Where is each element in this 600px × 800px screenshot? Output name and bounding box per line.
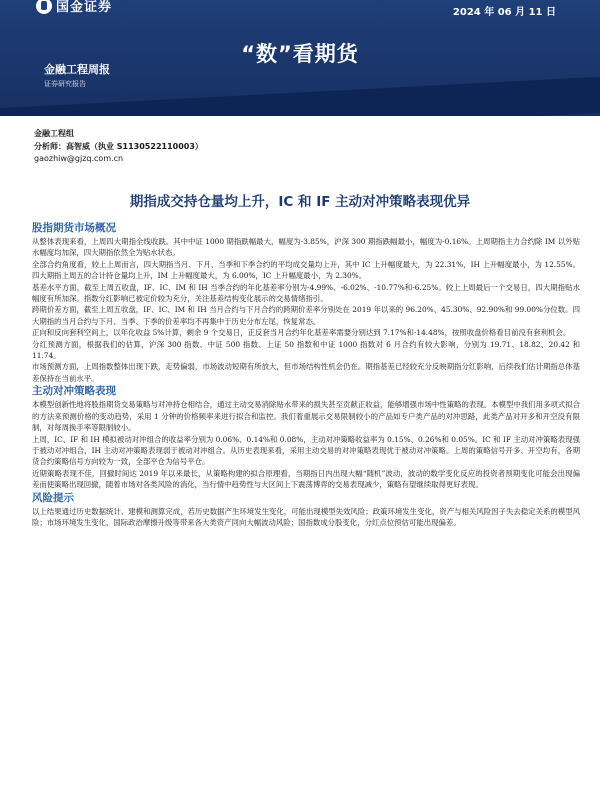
paragraph: 全部合约角度看，较上上周而言，四大期指当月、下月、当季和下季合约的平均成交量均上升，其中 IC 上升幅度最大，为 22.31%，IH 上升幅度最小，为 12.55%。四大期指上周五的合计持仓量均上升，IM 上升幅度最大，为 6.00%，IC 上升幅度最小，为 2.30%。 <box>32 259 580 281</box>
paragraph: 分红预测方面，根据我们的估算，沪深 300 指数、中证 500 指数、上证 50 指数和中证 1000 指数对 6 月合约有较大影响，分别为 19.71、18.82、20.42 和 11.74。 <box>32 339 580 361</box>
paragraph: 上周，IC、IF 和 IH 模拟被动对冲组合的收益率分别为 0.06%、0.14%和 0.08%，主动对冲策略收益率为 0.15%、0.26%和 0.05%。IC 和 IF 主动对冲策略表现强于被动对冲组合，IH 主动对冲策略表现弱于被动对冲组合。从历史表现来看，采用主动交易的对冲策略表现优于被动对冲策略。上周的策略信号开多、开空均有，各期货合约策略信号方向较为一致，全部平仓为信号平仓。 <box>32 434 580 467</box>
paragraph: 正向和反向套利空间上，以年化收益 5%计算，剩余 9 个交易日，正反套当月合约年化基差率需要分别达到 7.17%和-14.48%，按照收盘价格看目前没有套利机会。 <box>32 328 571 338</box>
paragraph: 从整体表现来看，上周四大期指全线收跌。其中中证 1000 期指跌幅最大，幅度为-3.85%，沪深 300 期指跌幅最小，幅度为-0.16%。上周期指主力合约除 IM 以外贴水幅度均加深，四大期指依然全为贴水状态。 <box>32 237 580 258</box>
paragraph: 本模型创新性地将股指期货交易策略与对冲持仓相结合，通过主动交易消除贴水带来的损失甚至贡献正收益，能够增强市场中性策略的表现。本模型中我们用多项式拟合的方法来预测价格的变动趋势，采用 1 分钟的价格频率来进行拟合和监控。我们着重展示交易限制较小的产品如专户类产品的对冲思路，此类产品对开多和开空没有限制，对每周换手率等限制较小。 <box>32 400 580 433</box>
company-logo <box>36 0 112 15</box>
document-title: 期指成交持仓量均上升，IC 和 IF 主动对冲策略表现优异 <box>129 194 471 210</box>
logo-text: 国金证券 <box>56 0 113 15</box>
logo-icon <box>36 0 52 14</box>
analyst-label: 分析师： <box>34 141 66 151</box>
analyst-line <box>34 141 203 154</box>
report-header <box>0 0 600 116</box>
report-date: 2024 年 06 月 11 日 <box>452 7 556 18</box>
report-body <box>32 221 580 528</box>
analyst-email[interactable]: gaozhiw@gjzq.com.cn <box>34 154 124 163</box>
paragraph: 基差水平方面，截至上周五收盘，IF、IC、IM 和 IH 当季合约的年化基差率分别为-4.99%、-6.02%、-10.77%和-6.25%。较上上周最后一个交易日，四大期指贴水幅度有所加深。指数分红影响已被定价较为充分，关注基差结构变化展示的交易情绪指引。 <box>32 282 580 304</box>
team-name: 金融工程组 <box>34 129 74 138</box>
report-subtype: 证券研究报告 <box>44 80 86 88</box>
section-title-market-overview: 股指期货市场概况 <box>32 222 116 234</box>
paragraph: 以上结果通过历史数据统计、建模和测算完成，若历史数据产生环境发生变化，可能出现模型失效风险；政策环境发生变化，资产与相关风险因子失去稳定关系的模型风险；市场环境发生变化，国际政治摩擦升级等带来各大类资产同向大幅波动风险；国指数成分股变化，分红点位预估可能出现偏差。 <box>32 506 580 527</box>
paragraph: 市场预测方面，上周指数整体出现下跌，走势偏弱，市场波动短期有所放大，但市场结构性机会仍在。期指基差已经较充分反映期指分红影响，后续我们估计期指总体基差保持在当前水平。 <box>32 362 580 383</box>
section-title-risk-warning: 风险提示 <box>32 491 74 504</box>
paragraph: 跨期价差方面，截至上周五收盘，IF、IC、IM 和 IH 当月合约与下月合约的跨期价差率分别处在 2019 年以来的 96.20%、45.30%、92.90%和 99.00%分位数。四大期指的当月合约与下月、当季、下季的价差率均不再集中于历史分布左尾，恢复常态。 <box>32 305 580 326</box>
report-type: 金融工程周报 <box>44 63 110 76</box>
analyst-name: 高智威（执业 S1130522110003） <box>66 141 203 151</box>
paragraph: 近期策略表现不佳，回撤时间达 2019 年以来最长，从策略构建的拟合原理看，当期指日内出现大幅“随机”波动，波动的数学变化反应的投资者预期变化可能会出现偏差而使策略出现回撤，随着市场对各类风险的消化，当行情中趋势性与大区间上下震荡博弈的交易表现减少，策略有望继续取得更好表现。 <box>32 468 580 490</box>
report-main-title: “数”看期货 <box>241 42 359 66</box>
author-info <box>34 128 203 166</box>
header-stripe <box>0 74 600 116</box>
section-title-hedging-strategy: 主动对冲策略表现 <box>32 385 116 398</box>
